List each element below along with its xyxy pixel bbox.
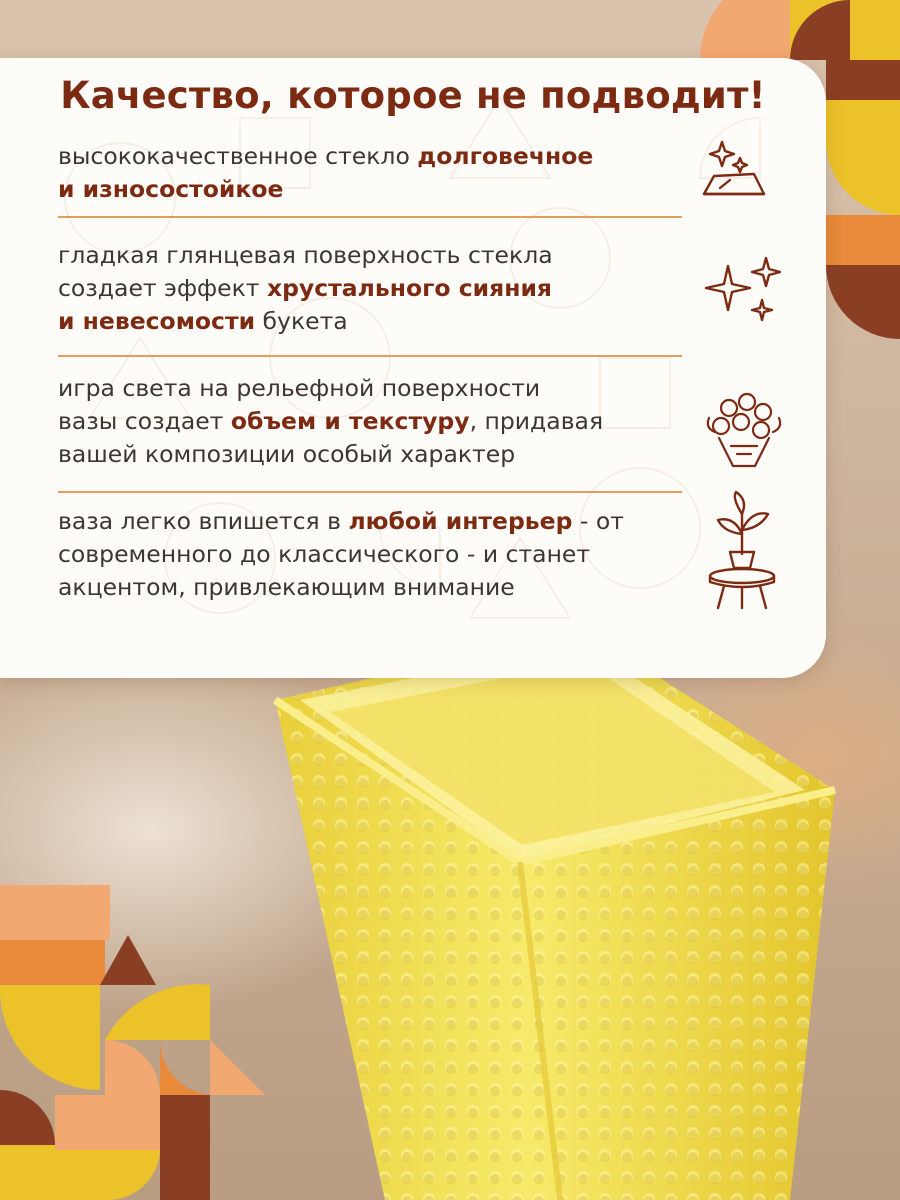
text-part: вашей композиции особый характер [58,440,516,468]
text-part: вазы создает [58,407,231,435]
text-part: создает эффект [58,274,267,302]
text-part: - от [572,507,624,535]
text-part: букета [255,307,348,335]
divider [58,491,682,493]
text-part-strong: объем и текстуру [230,407,470,435]
text-part: акцентом, привлекающим внимание [58,573,515,601]
sparkles-icon [704,256,784,336]
feature-crystal-shine [58,239,688,338]
divider [58,216,682,218]
text-part-strong: хрустального сияния [266,274,552,302]
text-part: игра света на рельефной поверхности [58,374,541,402]
feature-volume-texture [58,372,688,471]
plant-on-table-icon [706,490,780,610]
text-part-strong: и невесомости [58,307,256,335]
features-card [0,58,826,678]
feature-text [58,372,688,471]
feature-text [58,505,688,604]
text-part: ваза легко впишется в [58,507,349,535]
text-part-strong: и износостойкое [58,175,284,203]
glass-sparkle-icon [700,138,768,204]
text-part-strong: долговечное [417,142,594,170]
feature-text [58,140,688,206]
text-part: современного до классического - и станет [58,540,591,568]
headline: Качество, которое не подводит! [60,74,766,117]
bouquet-icon [703,388,785,470]
feature-durable-glass [58,140,688,206]
feature-any-interior [58,505,688,604]
text-part: , придавая [469,407,604,435]
text-part: высококачественное стекло [58,142,418,170]
text-part-strong: любой интерьер [348,507,573,535]
divider [58,355,682,357]
feature-text [58,239,688,338]
text-part: гладкая глянцевая поверхность стекла [58,241,553,269]
